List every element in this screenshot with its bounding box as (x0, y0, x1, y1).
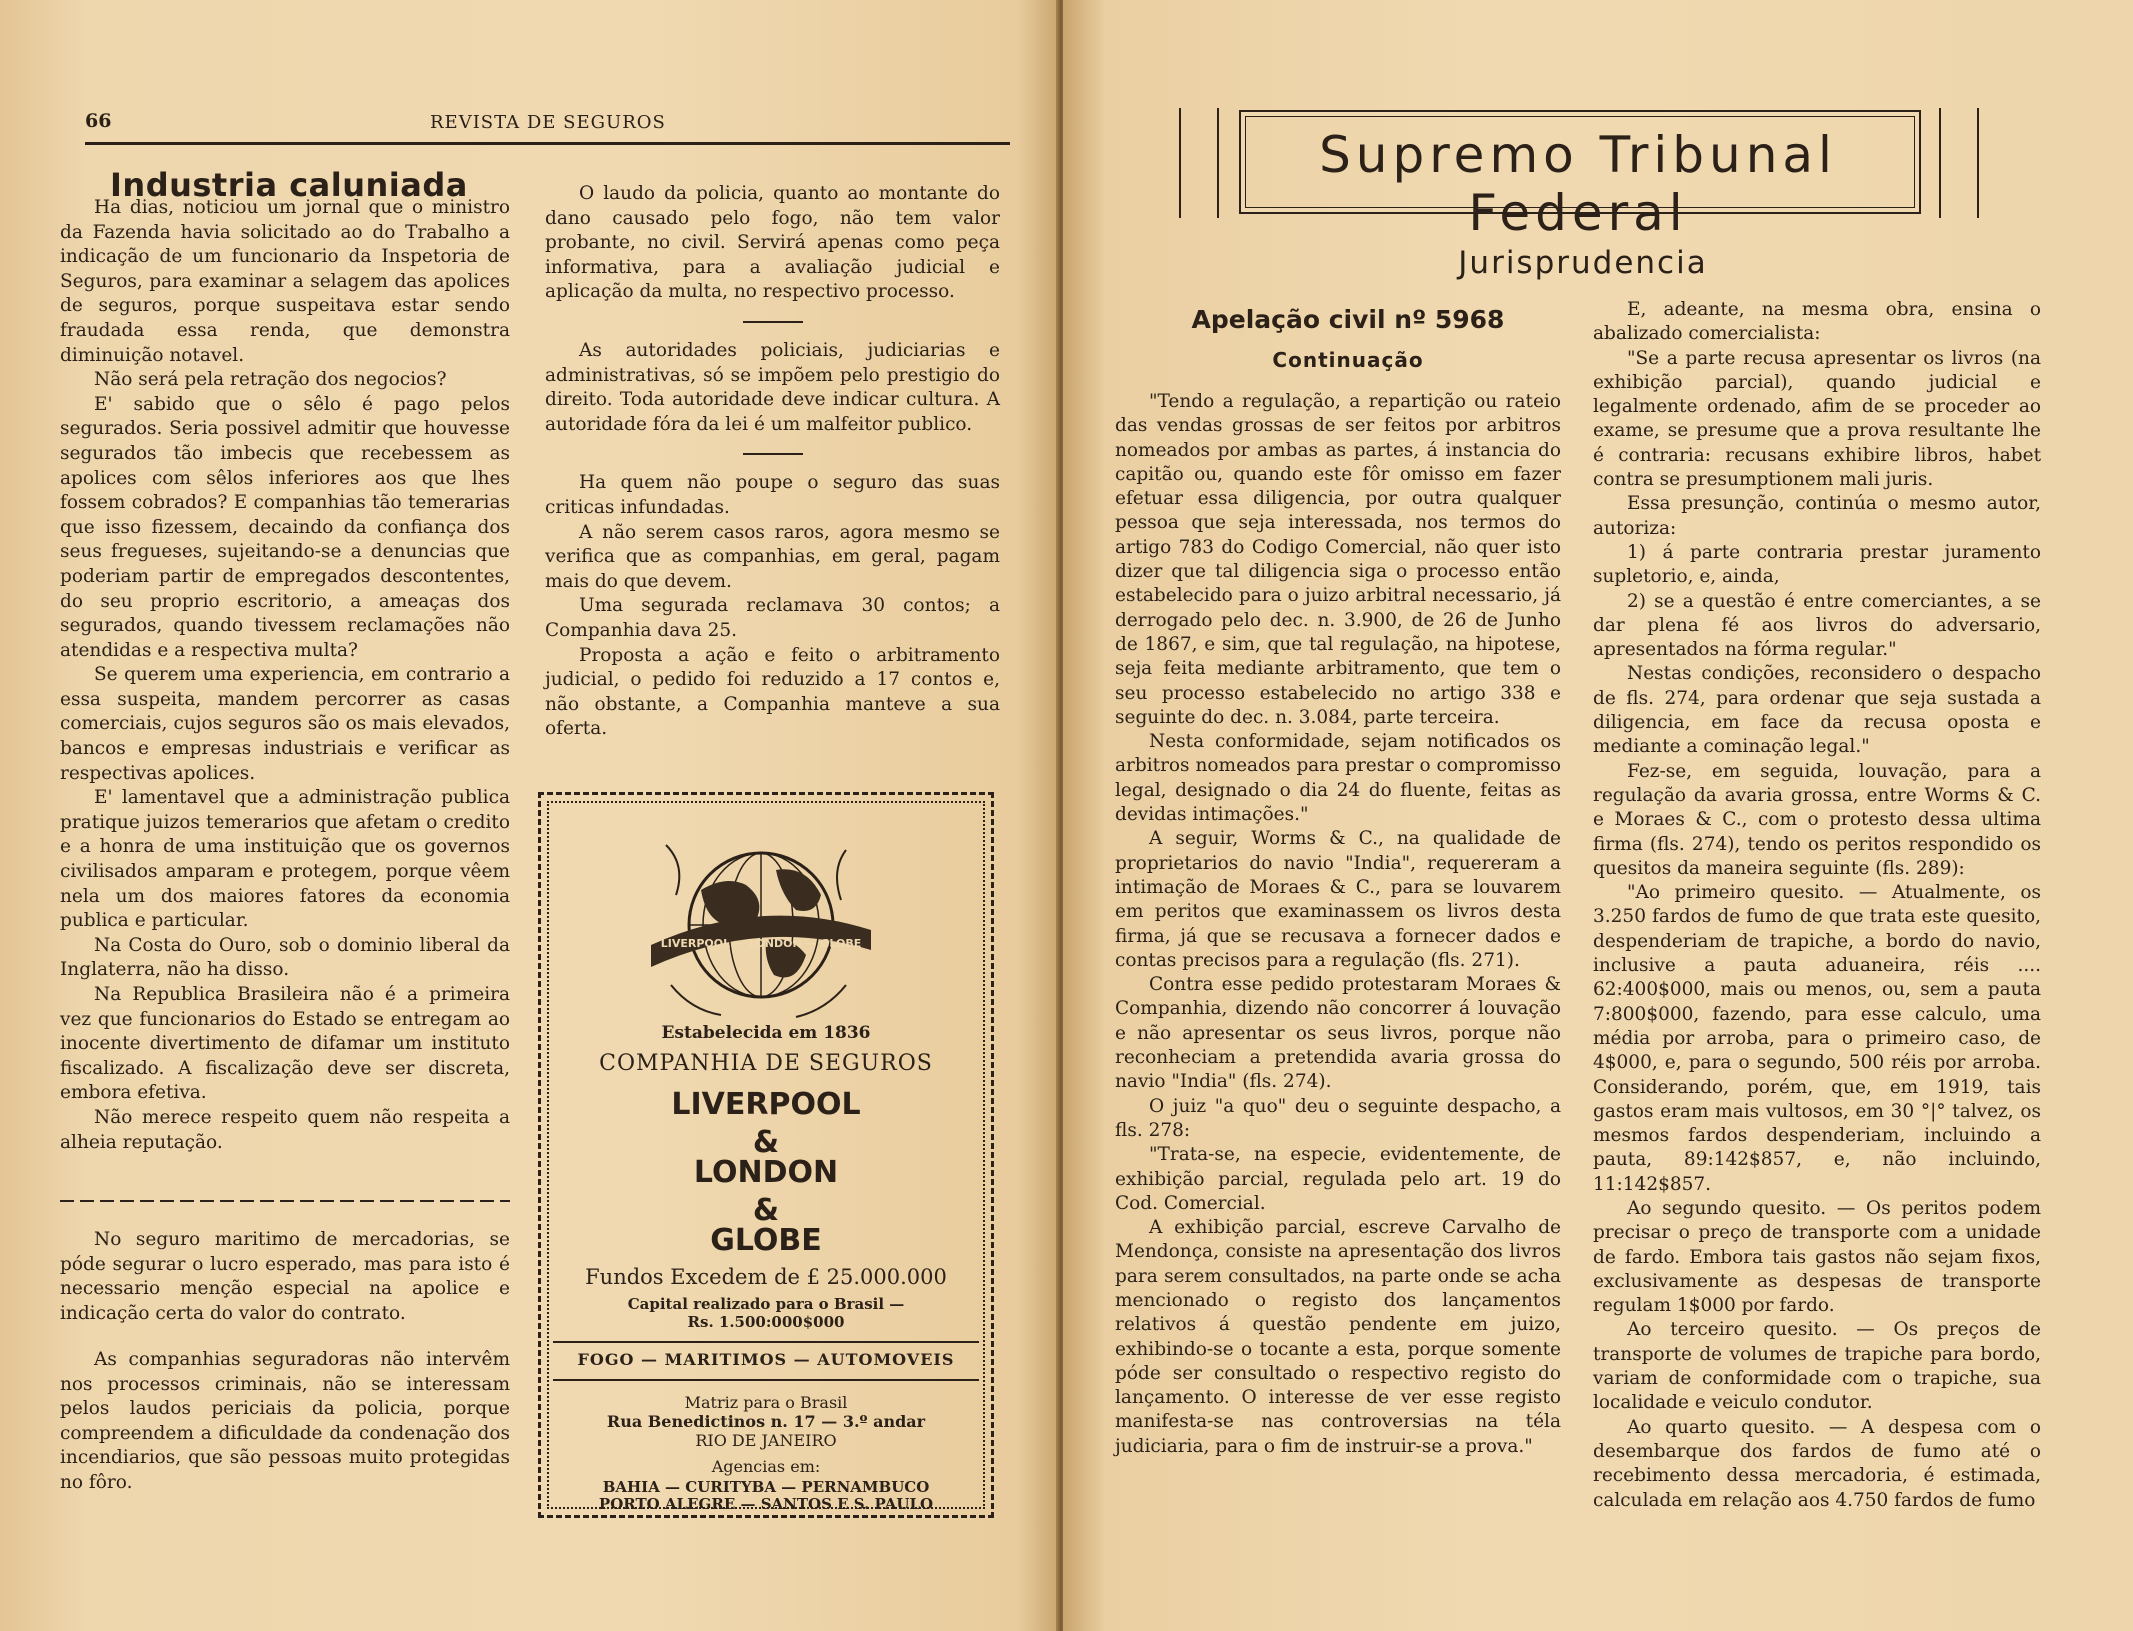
paragraph: Não merece respeito quem não respeita a alheia reputação. (60, 1106, 510, 1153)
paragraph: A seguir, Worms & C., na qualidade de proprietarios do navio "India", requereram a intimação de Moraes & C., para se louvarem em peritos que examinassem os livros desta firma, já que se recusava a fornecer dados e contas precisos para a regulação (fls. 271). (1115, 828, 1561, 971)
ad-ampersand: & (752, 1193, 780, 1228)
paragraph: Na Costa do Ouro, sob o dominio liberal da Inglaterra, não ha disso. (60, 934, 510, 981)
ad-ampersand: & (752, 1125, 780, 1160)
paragraph: "Ao primeiro quesito. — Atualmente, os 3.250 fardos de fumo de que trata este quesito, despenderiam de trapiche, a bordo do navio, inclusive a pauta aduaneira, réis .... 62:400$000, mais ou menos, ou, sem a pauta 7:800$000, fazendo, para esse calculo, uma média por arroba, para o primeiro caso, de 4$000, e, para o segundo, 500 réis por arroba. Considerando, porém, que, em 1919, tais gastos eram mais vultosos, em 30 °|° talvez, os mesmos fardos despenderiam, incluindo a pauta, 89:142$857, e, não incluindo, 11:142$857. (1593, 882, 2041, 1195)
ad-lines-of-business: FOGO — MARITIMOS — AUTOMOVEIS (577, 1350, 955, 1369)
note-maritime (60, 1228, 510, 1326)
globe-banner-text: LIVERPOOL — LONDON — GLOBE (660, 937, 862, 950)
paragraph: Nestas condições, reconsidero o despacho de fls. 274, para ordenar que seja sustada a diligencia, em face da recusa oposta e mediante a cominação legal." (1593, 663, 2041, 758)
paragraph: 1) á parte contraria prestar juramento supletorio, e, ainda, (1593, 541, 2041, 588)
ad-name-globe: GLOBE (710, 1223, 822, 1258)
short-rule (743, 453, 803, 455)
paragraph: Ao segundo quesito. — Os peritos podem precisar o preço de transporte com a unidade de fardo. Embora tais gastos não sejam fixos, exclusivamente as despesas de transporte regulam 1$000 por fardo. (1593, 1197, 2041, 1317)
journal-title: REVISTA DE SEGUROS (430, 112, 666, 133)
paragraph: As autoridades policiais, judiciarias e administrativas, só se impõem pelo prestigio do direito. Toda autoridade deve indicar cultura. A autoridade fóra da lei é um malfeitor publico. (545, 339, 1000, 435)
ad-agencies-label: Agencias em: (711, 1457, 821, 1476)
left-column-2 (545, 182, 1000, 742)
section-title: Supremo Tribunal Federal (1319, 126, 1837, 242)
ad-funds: Fundos Excedem de £ 25.000.000 (585, 1265, 947, 1289)
ad-hq-city: RIO DE JANEIRO (695, 1431, 837, 1450)
ad-name-london: LONDON (693, 1155, 839, 1190)
subsection-title: Jurisprudencia (1458, 245, 1708, 281)
ornament-bar (1217, 108, 1219, 218)
paragraph: Proposta a ação e feito o arbitramento judicial, o pedido foi reduzido a 17 contos e, não obstante, a Companhia manteve a sua oferta. (545, 644, 1000, 740)
header-rule (85, 142, 1010, 145)
paragraph: 2) se a questão é entre comerciantes, a se dar plena fé aos livros do adversario, apresentados na fórma regular." (1593, 590, 2041, 661)
ornament-bar (1939, 108, 1941, 218)
case-title: Apelação civil nº 5968 (1191, 305, 1505, 334)
ornament-bar (1179, 108, 1181, 218)
left-column-1 (60, 196, 510, 1155)
paragraph: "Trata-se, na especie, evidentemente, de exhibição parcial, regulada pelo art. 19 do Cod. Comercial. (1115, 1144, 1561, 1214)
paragraph: "Se a parte recusa apresentar os livros (na exhibição parcial), quando judicial e legalmente ordenado, afim de se proceder ao exame, se presume que a prova resultante lhe é contraria: recusans exhibire libros, habet contra se presumptionem mali juris. (1593, 347, 2041, 491)
paragraph: O juiz "a quo" deu o seguinte despacho, a fls. 278: (1115, 1095, 1561, 1141)
paragraph: E' sabido que o sêlo é pago pelos segurados. Seria possivel admitir que houvesse segurados tão imbecis que recebessem as apolices com sêlos inferiores aos que lhes fossem cobrados? E companhias tão temerarias que isso fizessem, decaindo da confiança dos seus fregueses, sujeitando-se a denuncias que poderiam partir de empregados descontentes, do seu proprio escritorio, a ameaças dos segurados, quando tivessem reclamações não atendidas e a respectiva multa? (60, 393, 510, 661)
paragraph: Na Republica Brasileira não é a primeira vez que funcionarios do Estado se entregam ao inocente divertimento de difamar um instituto fiscalizado. A fiscalização deve ser discreta, embora efetiva. (60, 984, 510, 1104)
ornament-bar (1977, 108, 1979, 218)
ad-capital (571, 1295, 961, 1331)
insurance-advertisement (538, 792, 994, 1518)
page-number: 66 (85, 110, 112, 132)
ad-headquarters (541, 1393, 991, 1450)
paragraph: O laudo da policia, quanto ao montante do dano causado pelo fogo, não tem valor probante, no civil. Servirá apenas como peça informativa, para a avaliação judicial e aplicação da multa, no respectivo processo. (545, 183, 1000, 303)
paragraph: Se querem uma experiencia, em contrario a essa suspeita, mandem percorrer as casas comerciais, cujos seguros são os mais elevados, bancos e empresas industriais e verificar as respectivas apolices. (60, 664, 510, 784)
continuation-label: Continuação (1272, 348, 1424, 372)
ad-established: Estabelecida em 1836 (661, 1023, 871, 1043)
article-title: Industria caluniada (110, 166, 468, 204)
ad-hq-label: Matriz para o Brasil (684, 1393, 848, 1412)
ad-agencies (551, 1479, 981, 1513)
ad-capital-line: Capital realizado para o Brasil — (627, 1295, 905, 1313)
right-column-1 (1115, 390, 1561, 1459)
right-column-2 (1593, 298, 2041, 1513)
note-criminal (60, 1348, 510, 1496)
short-rule (743, 321, 803, 323)
paragraph: Contra esse pedido protestaram Moraes & Companhia, dizendo não concorrer á louvação e não apresentar os seus livros, porque não reconheciam a pretendida avaria grossa do navio "India" (fls. 274). (1115, 974, 1561, 1093)
ad-capital-amount: Rs. 1.500:000$000 (687, 1313, 845, 1331)
running-header (85, 104, 1010, 144)
paragraph: No seguro maritimo de mercadorias, se póde segurar o lucro esperado, mas para isto é necessario menção especial na apolice e indicação certa do valor do contrato. (60, 1229, 510, 1324)
ad-hq-address: Rua Benedictinos n. 17 — 3.º andar (606, 1412, 926, 1431)
paragraph: Ha dias, noticiou um jornal que o ministro da Fazenda havia solicitado ao do Trabalho a indicação de um funcionario da Inspetoria de Seguros, para examinar a selagem das apolices de seguros, porque suspeitava estar sendo fraudada essa renda, que demonstra diminuição notavel. (60, 197, 510, 366)
section-title-box (1179, 108, 1979, 242)
paragraph: Não será pela retração dos negocios? (94, 369, 447, 391)
paragraph: A não serem casos raros, agora mesmo se verifica que as companhias, em geral, pagam mais do que devem. (545, 521, 1000, 592)
left-page (0, 0, 1060, 1631)
paragraph: Essa presunção, continúa o mesmo autor, autoriza: (1593, 493, 2041, 539)
paragraph: Ao quarto quesito. — A despesa com o desembarque dos fardos de fumo até o recebimento dessa mercadoria, é estimada, calculada em relação aos 4.750 fardos de fumo (1593, 1416, 2041, 1511)
paragraph: E, adeante, na mesma obra, ensina o abalizado comercialista: (1593, 299, 2041, 345)
ad-name-liverpool: LIVERPOOL (671, 1087, 861, 1122)
section-divider (60, 1200, 510, 1202)
paragraph: Ha quem não poupe o seguro das suas criticas infundadas. (545, 472, 1000, 518)
paragraph: E' lamentavel que a administração publica pratique juizos temerarios que afetam o credito e a honra de uma instituição que os governos civilisados amparam e protegem, porque vêem nela um dos maiores fatores da economia publica e particular. (60, 787, 510, 932)
ad-agencies-line: BAHIA — CURITYBA — PERNAMBUCO (602, 1478, 930, 1496)
globe-logo-icon (646, 825, 876, 1025)
paragraph: A exhibição parcial, escreve Carvalho de Mendonça, consiste na apresentação dos livros para serem consultados, na parte onde se acha mencionado o registo dos lançamentos relativos á questão pendente em juizo, exhibindo-se o tocante a esta, porque somente póde ser consultado o respectivo registo do lançamento. O interesse de ver esse registo manifesta-se nas controversias na téla judiciaria, para o fim de instruir-se a prova." (1115, 1217, 1561, 1457)
ad-rule (553, 1379, 979, 1381)
paragraph: Uma segurada reclamava 30 contos; a Companhia dava 25. (545, 595, 1000, 641)
paragraph: "Tendo a regulação, a repartição ou rateio das vendas grossas de ser feitos por arbitros nomeados por ambas as partes, á instancia do capitão ou, quando este fôr omisso em fazer efetuar essa diligencia, por outra qualquer pessoa que seja interessada, nos termos do artigo 783 do Codigo Comercial, não quer isto dizer que tal diligencia siga o processo então estabelecido para o juizo arbitral necessario, já derrogado pelo dec. n. 3.900, de 26 de Junho de 1867, e sim, que tal regulação, na hipotese, seja feita mediante arbitramento, que tem o seu processo estabelecido no artigo 338 e seguinte do dec. n. 3.084, parte terceira. (1115, 391, 1561, 728)
ad-agencies-line: PORTO ALEGRE — SANTOS E S. PAULO (598, 1495, 934, 1513)
paragraph: Nesta conformidade, sejam notificados os arbitros nomeados para prestar o compromisso legal, designado o dia 24 do fluente, feitas as devidas intimações." (1115, 731, 1561, 826)
paragraph: As companhias seguradoras não intervêm nos processos criminais, não se interessam pelos laudos periciais da policia, porque compreendem a dificuldade da condenação dos incendiarios, que são pessoas muito protegidas no fôro. (60, 1349, 510, 1493)
ad-company-label: COMPANHIA DE SEGUROS (599, 1051, 933, 1076)
ad-rule (553, 1341, 979, 1343)
right-page (1063, 0, 2133, 1631)
paragraph: Ao terceiro quesito. — Os preços de transporte de volumes de trapiche para bordo, variam de conformidade com o trapiche, sua localidade e veiculo condutor. (1593, 1319, 2041, 1414)
paragraph: Fez-se, em seguida, louvação, para a regulação da avaria grossa, entre Worms & C. e Moraes & C., com o protesto dessa ultima firma (fls. 274), tendo os peritos respondido os quesitos da maneira seguinte (fls. 289): (1593, 760, 2041, 879)
